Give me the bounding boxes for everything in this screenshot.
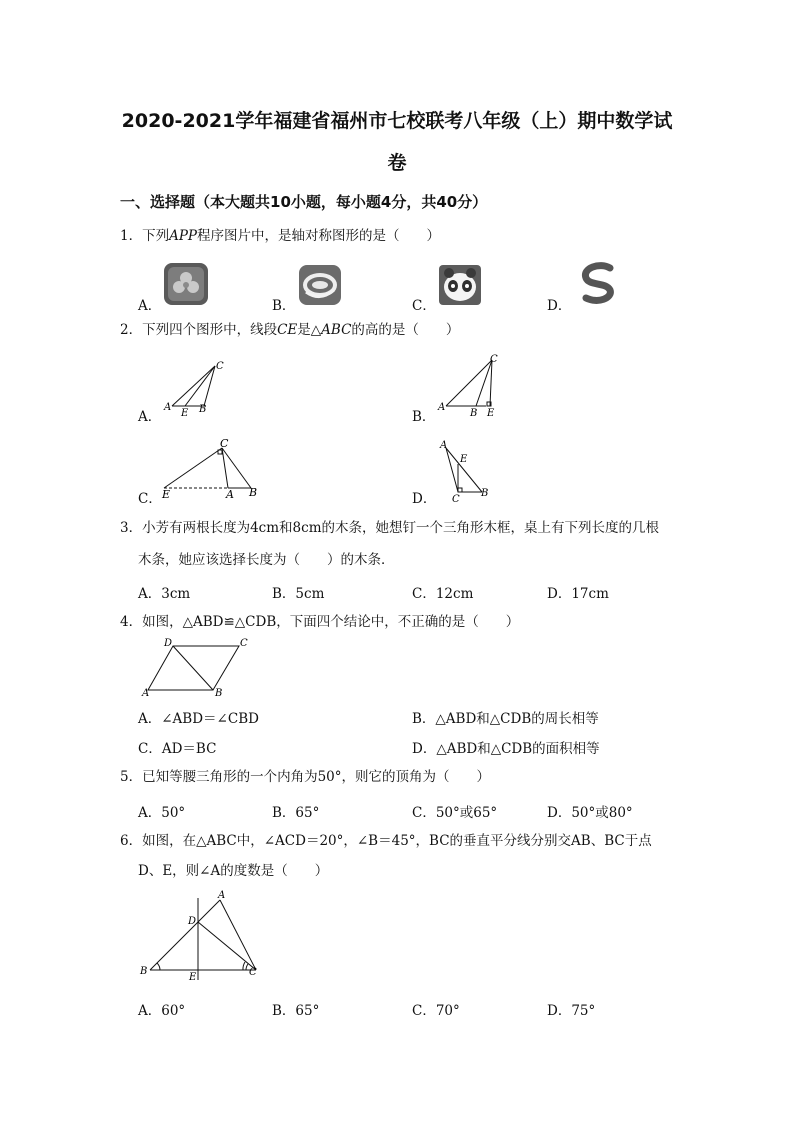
option-c: C．: [412, 298, 436, 314]
page-title-continued: 卷: [387, 152, 407, 174]
question-2: [120, 320, 459, 340]
point-label: B: [140, 966, 148, 977]
option-b: B．: [412, 409, 436, 425]
question-number: 6．: [120, 833, 143, 849]
point-label: A: [142, 688, 150, 699]
question-text: 下列四个图形中，线段: [142, 322, 278, 338]
question-text: 程序图片中，是轴对称图形的是（ ）: [197, 228, 441, 244]
option-d: D．75°: [547, 1003, 596, 1019]
question-5: [120, 767, 490, 787]
point-label: A: [164, 402, 172, 413]
point-label: A: [226, 488, 234, 501]
option-d: D．: [412, 491, 437, 507]
question-term: ABC: [321, 322, 352, 338]
question-3-continued: 木条，她应该选择长度为（ ）的木条．: [138, 552, 395, 568]
option-c: C．50°或65°: [412, 805, 498, 821]
triangle-figure-c: [160, 436, 270, 502]
question-number: 5．: [120, 769, 143, 785]
point-label: E: [487, 408, 495, 419]
option-b: B．: [272, 298, 296, 314]
point-label: A: [218, 890, 226, 901]
question-text: 如图，在△ABC中，∠ACD＝20°，∠B＝45°，BC的垂直平分线分别交AB、BC于点: [142, 833, 652, 849]
point-label: B: [199, 404, 207, 415]
question-number: 2．: [120, 322, 143, 338]
option-c: C．AD＝BC: [138, 741, 217, 757]
option-a: A．60°: [138, 1003, 186, 1019]
option-c: C．70°: [412, 1003, 460, 1019]
point-label: B: [215, 688, 223, 699]
app-icon-swirl: [298, 264, 342, 306]
option-b: B．65°: [272, 805, 320, 821]
option-c: C．12cm: [412, 586, 474, 602]
question-text: 已知等腰三角形的一个内角为50°，则它的顶角为（ ）: [142, 769, 491, 785]
app-icon-s-logo: [576, 262, 622, 304]
point-label: C: [452, 494, 460, 504]
triangle-bisector-figure: [138, 886, 268, 986]
point-label: E: [460, 454, 468, 465]
point-label: C: [490, 354, 498, 365]
point-label: C: [216, 361, 224, 372]
question-text: 如图，△ABD≌△CDB，下面四个结论中，不正确的是（ ）: [142, 614, 520, 630]
point-label: A: [438, 402, 446, 413]
question-number: 4．: [120, 614, 143, 630]
point-label: E: [181, 408, 189, 419]
point-label: B: [249, 486, 258, 499]
point-label: B: [481, 488, 489, 499]
question-number: 1．: [120, 228, 143, 244]
option-a: A．: [138, 409, 162, 425]
triangle-figure-b: [432, 350, 512, 420]
point-label: C: [240, 638, 248, 649]
point-label: C: [220, 437, 229, 450]
app-icon-panda: [438, 264, 482, 306]
question-4: [120, 612, 519, 632]
section-heading: 一、选择题（本大题共10小题，每小题4分，共40分）: [120, 193, 488, 211]
option-b: B．5cm: [272, 586, 325, 602]
point-label: E: [189, 972, 197, 983]
option-b: B．△ABD和△CDB的周长相等: [412, 711, 599, 727]
point-label: A: [440, 440, 448, 451]
question-term: APP: [169, 228, 198, 244]
question-3: [120, 518, 659, 538]
point-label: D: [188, 916, 197, 927]
page-title: 2020-2021学年福建省福州市七校联考八年级（上）期中数学试: [121, 110, 673, 132]
option-a: A．∠ABD＝∠CBD: [138, 711, 259, 727]
question-text: 是△: [297, 322, 322, 338]
triangle-figure-a: [160, 356, 230, 420]
option-d: D．17cm: [547, 586, 609, 602]
option-a: A．3cm: [138, 586, 191, 602]
app-icon-clover: [163, 262, 209, 306]
parallelogram-figure: [140, 634, 252, 700]
question-term: CE: [277, 322, 298, 338]
point-label: C: [249, 967, 257, 978]
question-number: 3．: [120, 520, 143, 536]
point-label: D: [164, 638, 173, 649]
question-6-continued: D、E，则∠A的度数是（ ）: [138, 863, 329, 879]
question-6: [120, 831, 652, 851]
option-c: C．: [138, 491, 162, 507]
option-d: D．: [547, 298, 572, 314]
question-text: 下列: [142, 228, 170, 244]
question-text: 的高的是（ ）: [351, 322, 460, 338]
question-1: [120, 226, 440, 246]
option-a: A．50°: [138, 805, 186, 821]
option-a: A．: [138, 298, 162, 314]
option-d: D．△ABD和△CDB的面积相等: [412, 741, 600, 757]
point-label: E: [162, 488, 171, 501]
option-d: D．50°或80°: [547, 805, 633, 821]
point-label: B: [470, 408, 478, 419]
question-text: 小芳有两根长度为4cm和8cm的木条，她想钉一个三角形木框，桌上有下列长度的几根: [142, 520, 659, 536]
triangle-figure-d: [432, 438, 502, 504]
option-b: B．65°: [272, 1003, 320, 1019]
